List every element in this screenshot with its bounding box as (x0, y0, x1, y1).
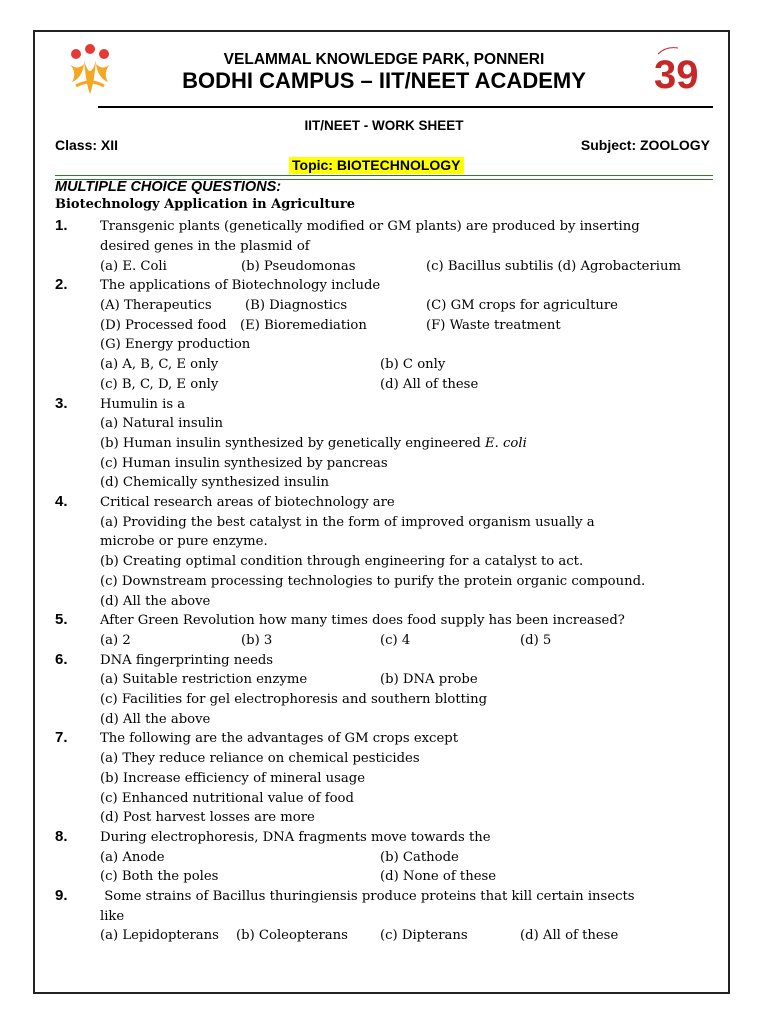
option: (a) Suitable restriction enzyme (100, 672, 308, 687)
option: (b) 3 (241, 633, 273, 648)
option: (c) Human insulin synthesized by pancreas (100, 456, 388, 471)
list-item: (F) Waste treatment (426, 318, 561, 333)
worksheet-title: IIT/NEET - WORK SHEET (304, 118, 464, 133)
question-number: 2. (55, 276, 68, 293)
option: (d) All the above (100, 712, 211, 727)
school-name: VELAMMAL KNOWLEDGE PARK, PONNERI (223, 51, 545, 68)
question-text: Humulin is a (100, 397, 186, 412)
option: (a) A, B, C, E only (100, 357, 219, 372)
question-text: The following are the advantages of GM crops except (100, 731, 458, 746)
option: (d) None of these (380, 869, 497, 884)
list-item: (E) Bioremediation (240, 318, 367, 333)
option: (a) E. Coli (100, 259, 167, 274)
list-item: (A) Therapeutics (100, 298, 212, 313)
option: (a) Lepidopterans (100, 928, 219, 943)
question-number: 9. (55, 887, 68, 904)
option: (b) Coleopterans (236, 928, 348, 943)
option-italic: E. coli (485, 436, 527, 451)
option: (c) 4 (380, 633, 411, 648)
question-text: Transgenic plants (genetically modified or GM plants) are produced by inserting (100, 219, 640, 234)
option: (d) Post harvest losses are more (100, 810, 315, 825)
option: (b) Creating optimal condition through engineering for a catalyst to act. (100, 554, 584, 569)
question-text: After Green Revolution how many times does food supply has been increased? (100, 613, 625, 628)
campus-name: BODHI CAMPUS – IIT/NEET ACADEMY (182, 68, 586, 93)
option: (b) DNA probe (380, 672, 478, 687)
option: (d) 5 (520, 633, 552, 648)
option: (a) Providing the best catalyst in the form of improved organism usually a (100, 515, 595, 530)
question-text: During electrophoresis, DNA fragments move towards the (100, 830, 491, 845)
section-heading: MULTIPLE CHOICE QUESTIONS: (55, 179, 282, 195)
option: (a) They reduce reliance on chemical pesticides (100, 751, 420, 766)
option (100, 435, 527, 453)
option: (a) Natural insulin (100, 416, 224, 431)
subject-label: Subject: ZOOLOGY (580, 137, 710, 153)
topic-highlight: Topic: BIOTECHNOLOGY (289, 157, 464, 174)
question-text: The applications of Biotechnology include (100, 278, 381, 293)
option: (d) Chemically synthesized insulin (100, 475, 329, 490)
option: (d) All of these (520, 928, 619, 943)
question-number: 7. (55, 729, 68, 746)
list-item: (G) Energy production (100, 337, 251, 352)
question-text: Some strains of Bacillus thuringiensis produce proteins that kill certain insects (100, 889, 635, 904)
option: (b) Pseudomonas (241, 259, 356, 274)
option: (d) All the above (100, 594, 211, 609)
option-text: (b) Human insulin synthesized by genetically engineered (100, 436, 486, 451)
option: (a) Anode (100, 850, 165, 865)
question-number: 1. (55, 217, 68, 234)
option: (d) All of these (380, 377, 479, 392)
header-divider (98, 106, 713, 108)
option: (c) Enhanced nutritional value of food (100, 791, 354, 806)
option: (c) Both the poles (100, 869, 219, 884)
question-number: 3. (55, 395, 68, 412)
svg-text:39: 39 (654, 53, 699, 94)
question-number: 6. (55, 651, 68, 668)
option: (c) B, C, D, E only (100, 377, 219, 392)
option: (c) Downstream processing technologies to purify the protein organic compound. (100, 574, 646, 589)
topic-divider (55, 175, 713, 176)
class-label: Class: XII (55, 137, 119, 153)
option: (b) Cathode (380, 850, 459, 865)
question-text: desired genes in the plasmid of (100, 239, 310, 254)
question-text: Critical research areas of biotechnology are (100, 495, 395, 510)
list-item: (B) Diagnostics (245, 298, 348, 313)
list-item: (C) GM crops for agriculture (426, 298, 618, 313)
question-number: 8. (55, 828, 68, 845)
option: (c) Facilities for gel electrophoresis and southern blotting (100, 692, 488, 707)
question-text: DNA fingerprinting needs (100, 653, 274, 668)
option: (c) Dipterans (380, 928, 468, 943)
option: microbe or pure enzyme. (100, 534, 268, 549)
list-item: (D) Processed food (100, 318, 227, 333)
question-number: 4. (55, 493, 68, 510)
question-number: 5. (55, 611, 68, 628)
option: (c) Bacillus subtilis (d) Agrobacterium (426, 259, 681, 274)
section-subtitle: Biotechnology Application in Agriculture (55, 197, 355, 212)
option: (b) Increase efficiency of mineral usage (100, 771, 366, 786)
question-text: like (100, 909, 125, 924)
option: (b) C only (380, 357, 446, 372)
option: (a) 2 (100, 633, 131, 648)
